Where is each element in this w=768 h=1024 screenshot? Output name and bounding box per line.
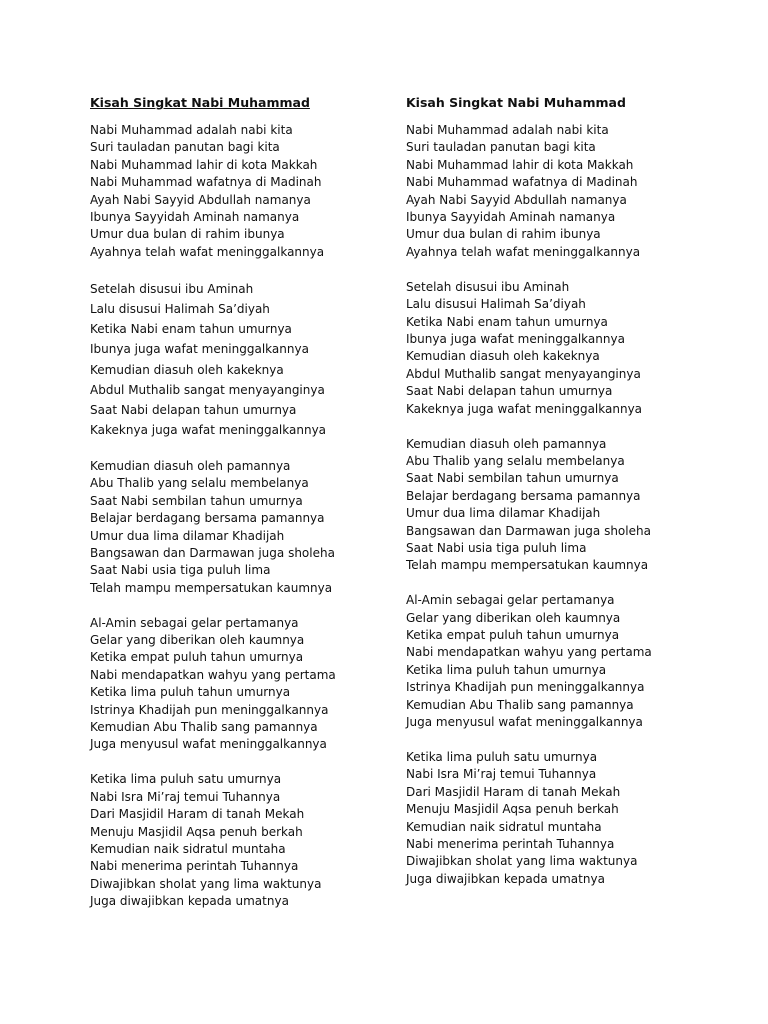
poem-line: Ibunya Sayyidah Aminah namanya xyxy=(406,210,616,225)
poem-line: Ketika lima puluh satu umurnya xyxy=(90,772,282,787)
poem-line: Belajar berdagang bersama pamannya xyxy=(90,511,325,526)
stanza xyxy=(406,436,736,575)
poem-line: Kemudian diasuh oleh kakeknya xyxy=(406,349,600,364)
poem-line: Ketika Nabi enam tahun umurnya xyxy=(90,322,292,337)
poem-line: Saat Nabi usia tiga puluh lima xyxy=(406,540,587,555)
poem-line: Juga diwajibkan kepada umatnya xyxy=(406,871,605,886)
poem-line: Umur dua bulan di rahim ibunya xyxy=(90,227,285,242)
poem-line: Saat Nabi usia tiga puluh lima xyxy=(90,563,271,578)
poem-line: Umur dua lima dilamar Khadijah xyxy=(90,528,285,543)
poem-line: Ketika empat puluh tahun umurnya xyxy=(406,628,620,643)
stanza xyxy=(406,122,736,261)
stanza xyxy=(406,592,736,731)
left-title: Kisah Singkat Nabi Muhammad xyxy=(90,95,310,110)
poem-line: Menuju Masjidil Aqsa penuh berkah xyxy=(90,824,303,839)
left-column xyxy=(90,94,420,928)
right-title: Kisah Singkat Nabi Muhammad xyxy=(406,95,626,110)
poem-line: Gelar yang diberikan oleh kaumnya xyxy=(406,610,621,625)
stanza xyxy=(406,749,736,888)
right-column xyxy=(406,94,736,906)
poem-line: Nabi Isra Mi’raj temui Tuhannya xyxy=(90,789,281,804)
poem-line: Suri tauladan panutan bagi kita xyxy=(90,140,280,155)
poem-line: Kemudian Abu Thalib sang pamannya xyxy=(406,697,634,712)
poem-line: Nabi Muhammad adalah nabi kita xyxy=(90,123,293,137)
poem-line: Kemudian diasuh oleh kakeknya xyxy=(90,362,284,377)
poem-line: Nabi mendapatkan wahyu yang pertama xyxy=(90,667,336,682)
poem-line: Nabi Muhammad wafatnya di Madinah xyxy=(406,175,638,190)
poem-line: Al-Amin sebagai gelar pertamanya xyxy=(406,593,615,608)
poem-line: Telah mampu mempersatukan kaumnya xyxy=(90,580,333,595)
poem-line: Suri tauladan panutan bagi kita xyxy=(406,140,596,155)
poem-line: Kemudian naik sidratul muntaha xyxy=(406,819,602,834)
poem-line: Abdul Muthalib sangat menyayanginya xyxy=(90,382,325,397)
poem-line: Setelah disusui ibu Aminah xyxy=(406,279,570,294)
poem-line: Ayah Nabi Sayyid Abdullah namanya xyxy=(90,192,311,207)
poem-line: Ibunya juga wafat meninggalkannya xyxy=(406,331,625,346)
right-poem xyxy=(406,122,736,888)
poem-line: Saat Nabi delapan tahun umurnya xyxy=(90,402,297,417)
poem-line: Menuju Masjidil Aqsa penuh berkah xyxy=(406,802,619,817)
poem-line: Ayahnya telah wafat meninggalkannya xyxy=(90,244,325,259)
poem-line: Ketika empat puluh tahun umurnya xyxy=(90,650,304,665)
poem-line: Kakeknya juga wafat meninggalkannya xyxy=(406,401,643,416)
poem-line: Ayahnya telah wafat meninggalkannya xyxy=(406,244,641,259)
poem-line: Saat Nabi sembilan tahun umurnya xyxy=(90,493,303,508)
stanza xyxy=(90,615,420,754)
poem-line: Kemudian diasuh oleh pamannya xyxy=(90,458,291,473)
poem-line: Juga diwajibkan kepada umatnya xyxy=(90,894,289,909)
poem-line: Ketika lima puluh tahun umurnya xyxy=(406,662,607,677)
poem-line: Umur dua lima dilamar Khadijah xyxy=(406,506,601,521)
poem-line: Ketika lima puluh tahun umurnya xyxy=(90,685,291,700)
poem-line: Juga menyusul wafat meninggalkannya xyxy=(406,715,643,730)
poem-line: Nabi mendapatkan wahyu yang pertama xyxy=(406,645,652,660)
poem-line: Abu Thalib yang selalu membelanya xyxy=(90,476,309,491)
poem-line: Abu Thalib yang selalu membelanya xyxy=(406,453,625,468)
poem-line: Istrinya Khadijah pun meninggalkannya xyxy=(406,680,645,695)
poem-line: Umur dua bulan di rahim ibunya xyxy=(406,227,601,242)
poem-line: Kemudian diasuh oleh pamannya xyxy=(406,436,607,451)
poem-line: Nabi menerima perintah Tuhannya xyxy=(90,859,299,874)
stanza xyxy=(406,279,736,418)
poem-line: Lalu disusui Halimah Sa’diyah xyxy=(406,297,586,312)
poem-line: Istrinya Khadijah pun meninggalkannya xyxy=(90,702,329,717)
poem-line: Ibunya Sayyidah Aminah namanya xyxy=(90,210,300,225)
stanza xyxy=(90,771,420,910)
poem-line: Nabi Isra Mi’raj temui Tuhannya xyxy=(406,767,597,782)
stanza xyxy=(90,122,420,261)
poem-line: Nabi Muhammad adalah nabi kita xyxy=(406,123,609,137)
poem-line: Diwajibkan sholat yang lima waktunya xyxy=(90,876,322,891)
poem-line: Al-Amin sebagai gelar pertamanya xyxy=(90,615,299,630)
stanza xyxy=(90,458,420,597)
poem-line: Bangsawan dan Darmawan juga sholeha xyxy=(90,545,335,560)
stanza xyxy=(90,279,420,441)
poem-line: Saat Nabi sembilan tahun umurnya xyxy=(406,471,619,486)
left-poem xyxy=(90,122,420,911)
poem-line: Gelar yang diberikan oleh kaumnya xyxy=(90,633,305,648)
poem-line: Nabi Muhammad lahir di kota Makkah xyxy=(406,157,634,172)
poem-line: Nabi Muhammad wafatnya di Madinah xyxy=(90,175,322,190)
poem-line: Bangsawan dan Darmawan juga sholeha xyxy=(406,523,651,538)
poem-line: Nabi Muhammad lahir di kota Makkah xyxy=(90,157,318,172)
poem-line: Ayah Nabi Sayyid Abdullah namanya xyxy=(406,192,627,207)
poem-line: Ibunya juga wafat meninggalkannya xyxy=(90,342,309,357)
poem-line: Juga menyusul wafat meninggalkannya xyxy=(90,737,327,752)
poem-line: Diwajibkan sholat yang lima waktunya xyxy=(406,854,638,869)
poem-line: Abdul Muthalib sangat menyayanginya xyxy=(406,366,641,381)
poem-line: Saat Nabi delapan tahun umurnya xyxy=(406,384,613,399)
poem-line: Setelah disusui ibu Aminah xyxy=(90,281,254,296)
poem-line: Lalu disusui Halimah Sa’diyah xyxy=(90,301,270,316)
poem-line: Belajar berdagang bersama pamannya xyxy=(406,488,641,503)
poem-line: Kemudian naik sidratul muntaha xyxy=(90,842,286,856)
poem-line: Dari Masjidil Haram di tanah Mekah xyxy=(406,784,621,799)
poem-line: Ketika lima puluh satu umurnya xyxy=(406,750,598,764)
poem-line: Kakeknya juga wafat meninggalkannya xyxy=(90,423,327,438)
poem-line: Dari Masjidil Haram di tanah Mekah xyxy=(90,807,305,822)
poem-line: Nabi menerima perintah Tuhannya xyxy=(406,837,615,852)
poem-line: Telah mampu mempersatukan kaumnya xyxy=(406,558,649,573)
poem-line: Kemudian Abu Thalib sang pamannya xyxy=(90,720,318,735)
poem-line: Ketika Nabi enam tahun umurnya xyxy=(406,314,608,329)
